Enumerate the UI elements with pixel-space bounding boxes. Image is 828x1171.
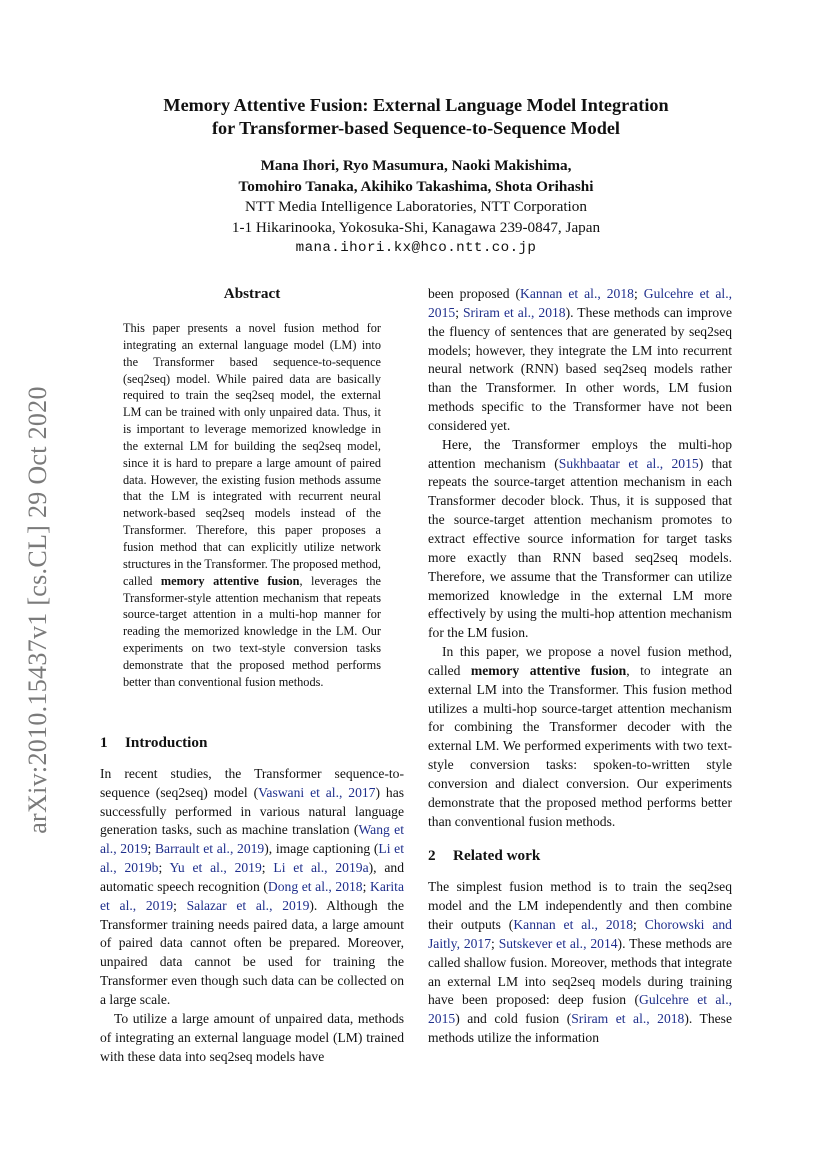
right-column: [428, 285, 732, 1048]
intro-paragraph-1: [100, 765, 404, 1010]
text: , to integrate an external LM into the Transformer. This fusion method utilizes a multi-hop source-target attention mechanism for combining the Transformer decoder with the external LM. We performed experiments with two text-style conversion tasks: spoken-to-written style conversion and dialect conversion. Our experiments demonstrate that the proposed method performs better than conventional fusion methods.: [428, 662, 732, 829]
text: ). These methods can improve the fluency of sentences that are generated by seq2seq models; however, they integrate the LM into recurrent neural network (RNN) based seq2seq models rather than the Transformer. In other words, LM fusion methods specific to the Transformer have not been considered yet.: [428, 304, 732, 433]
citation-link[interactable]: Karita et al., 2019: [100, 878, 404, 913]
abstract-text-2: , leverages the Transformer-style attention mechanism that repeats source-target attention in a multi-hop manner for reading the memorized knowledge in the LM. Our experiments on two text-style conversion tasks demonstrate that the proposed method performs better than conventional fusion methods.: [123, 573, 382, 689]
section-heading-introduction: [100, 734, 404, 753]
text: ;: [261, 860, 274, 876]
text: ;: [491, 935, 499, 951]
citation-link[interactable]: Sukhbaatar et al., 2015: [558, 455, 699, 471]
left-column: [100, 720, 404, 1066]
text: ;: [633, 917, 645, 932]
citation-link[interactable]: Vaswani et al., 2017: [258, 784, 376, 800]
text: Here, the Transformer employs the multi-hop attention mechanism (: [428, 436, 732, 471]
arxiv-identifier-text: arXiv:2010.15437v1 [cs.CL] 29 Oct 2020: [23, 386, 52, 834]
citation-link[interactable]: Dong et al., 2018: [267, 878, 363, 894]
citation-link[interactable]: Gulcehre et al., 2015: [428, 992, 732, 1027]
address: 1-1 Hikarinooka, Yokosuka-Shi, Kanagawa 239-0847, Japan: [231, 218, 601, 236]
email: mana.ihori.kx@hco.ntt.co.jp: [295, 240, 537, 256]
text: ) that repeats the source-target attention mechanism in each Transformer decoder block. Thus, it is supposed that the source-target attention mechanism promotes to extract effective source information for target tasks more exactly than RNN based seq2seq models. Therefore, we assume that the Transformer can utilize memorized knowledge in the external LM more effectively by using the multi-hop attention mechanism for the LM fusion.: [428, 455, 732, 641]
abstract-text-1: This paper presents a novel fusion method for integrating an external language model (LM) into the Transformer based sequence-to-sequence (seq2seq) model. While paired data are basically required to train the seq2seq model, the external LM can be trained with only unpaired data. Thus, it is important to leverage memorized knowledge in the external LM for building the seq2seq model, since it is hard to prepare a large amount of paired data. However, the existing fusion methods assume that the LM is integrated with recurrent neural network-based seq2seq models instead of the Transformer. Therefore, this paper proposes a fusion method that can explicitly utilize network structures in the Transformer. The proposed method, called: [123, 321, 381, 588]
paper-title: [100, 94, 732, 140]
abstract-body: [123, 320, 381, 691]
section-number: 2: [428, 847, 436, 865]
text: ). These methods are called shallow fusion. Moreover, methods that integrate an external LM into seq2seq models during training have been proposed: deep fusion (: [428, 935, 732, 1008]
citation-link[interactable]: Sriram et al., 2018: [571, 1011, 685, 1027]
citation-link[interactable]: Li et al., 2019b: [100, 841, 404, 876]
text: In recent studies, the Transformer sequence-to-sequence (seq2seq) model (: [100, 765, 404, 800]
section-title: Introduction: [125, 734, 208, 751]
text: ;: [147, 841, 155, 857]
citation-link[interactable]: Chorowski and Jaitly, 2017: [428, 917, 732, 951]
author-names-2: Tomohiro Tanaka, Akihiko Takashima, Shota Orihashi: [238, 177, 594, 195]
text: been proposed (: [428, 286, 521, 301]
text: ;: [173, 897, 187, 913]
citation-link[interactable]: Li et al., 2019a: [273, 860, 369, 876]
title-line-2: for Transformer-based Sequence-to-Sequence Model: [212, 118, 620, 138]
citation-link[interactable]: Sriram et al., 2018: [462, 304, 566, 320]
text: ;: [158, 860, 170, 876]
citation-link[interactable]: Kannan et al., 2018: [513, 917, 634, 932]
citation-link[interactable]: Barrault et al., 2019: [154, 841, 265, 857]
text: ) has successfully performed in various natural language generation tasks, such as machine translation (: [100, 784, 405, 838]
intro-paragraph-2: To utilize a large amount of unpaired data, methods of integrating an external language model (LM) trained with these data into seq2seq models have: [100, 1010, 404, 1064]
affiliation: NTT Media Intelligence Laboratories, NTT Corporation: [245, 198, 587, 215]
intro-paragraph-4: [428, 643, 732, 831]
abstract-method-name: memory attentive fusion: [160, 573, 300, 588]
citation-link[interactable]: Gulcehre et al., 2015: [428, 286, 732, 320]
author-names-1: Mana Ihori, Ryo Masumura, Naoki Makishima,: [260, 157, 572, 174]
related-paragraph-1: [428, 878, 732, 1048]
section-heading-related-work: [428, 847, 732, 866]
section-number: 1: [100, 734, 108, 751]
citation-link[interactable]: Kannan et al., 2018: [520, 286, 634, 301]
text: ;: [455, 304, 463, 320]
text: The simplest fusion method is to train the seq2seq model and the LM independently and then combine their outputs (: [428, 879, 732, 932]
text: ;: [362, 878, 371, 894]
text: ), and automatic speech recognition (: [100, 860, 404, 894]
method-name: memory attentive fusion: [470, 662, 627, 678]
intro-paragraph-3: [428, 436, 732, 643]
text: ;: [633, 286, 644, 301]
text: ). Although the Transformer training needs paired data, a large amount of paired data cannot often be prepared. Moreover, unpaired data cannot be used for training the Transformer even though such data can be collected on a large scale.: [100, 897, 404, 1007]
text: In this paper, we propose a novel fusion method, called: [428, 644, 732, 678]
intro-paragraph-2-continued: [428, 285, 732, 436]
text: ), image captioning (: [264, 841, 379, 857]
text: ) and cold fusion (: [455, 1011, 572, 1027]
arxiv-identifier: [18, 360, 58, 860]
section-title: Related work: [453, 847, 541, 865]
citation-link[interactable]: Sutskever et al., 2014: [498, 935, 618, 951]
title-line-1: Memory Attentive Fusion: External Language Model Integration: [163, 95, 669, 115]
citation-link[interactable]: Wang et al., 2019: [100, 822, 404, 857]
text: ). These methods utilize the information: [428, 1011, 732, 1046]
abstract-heading: Abstract: [223, 285, 281, 302]
author-block: [100, 156, 732, 259]
citation-link[interactable]: Salazar et al., 2019: [186, 897, 310, 913]
citation-link[interactable]: Yu et al., 2019: [169, 860, 262, 876]
